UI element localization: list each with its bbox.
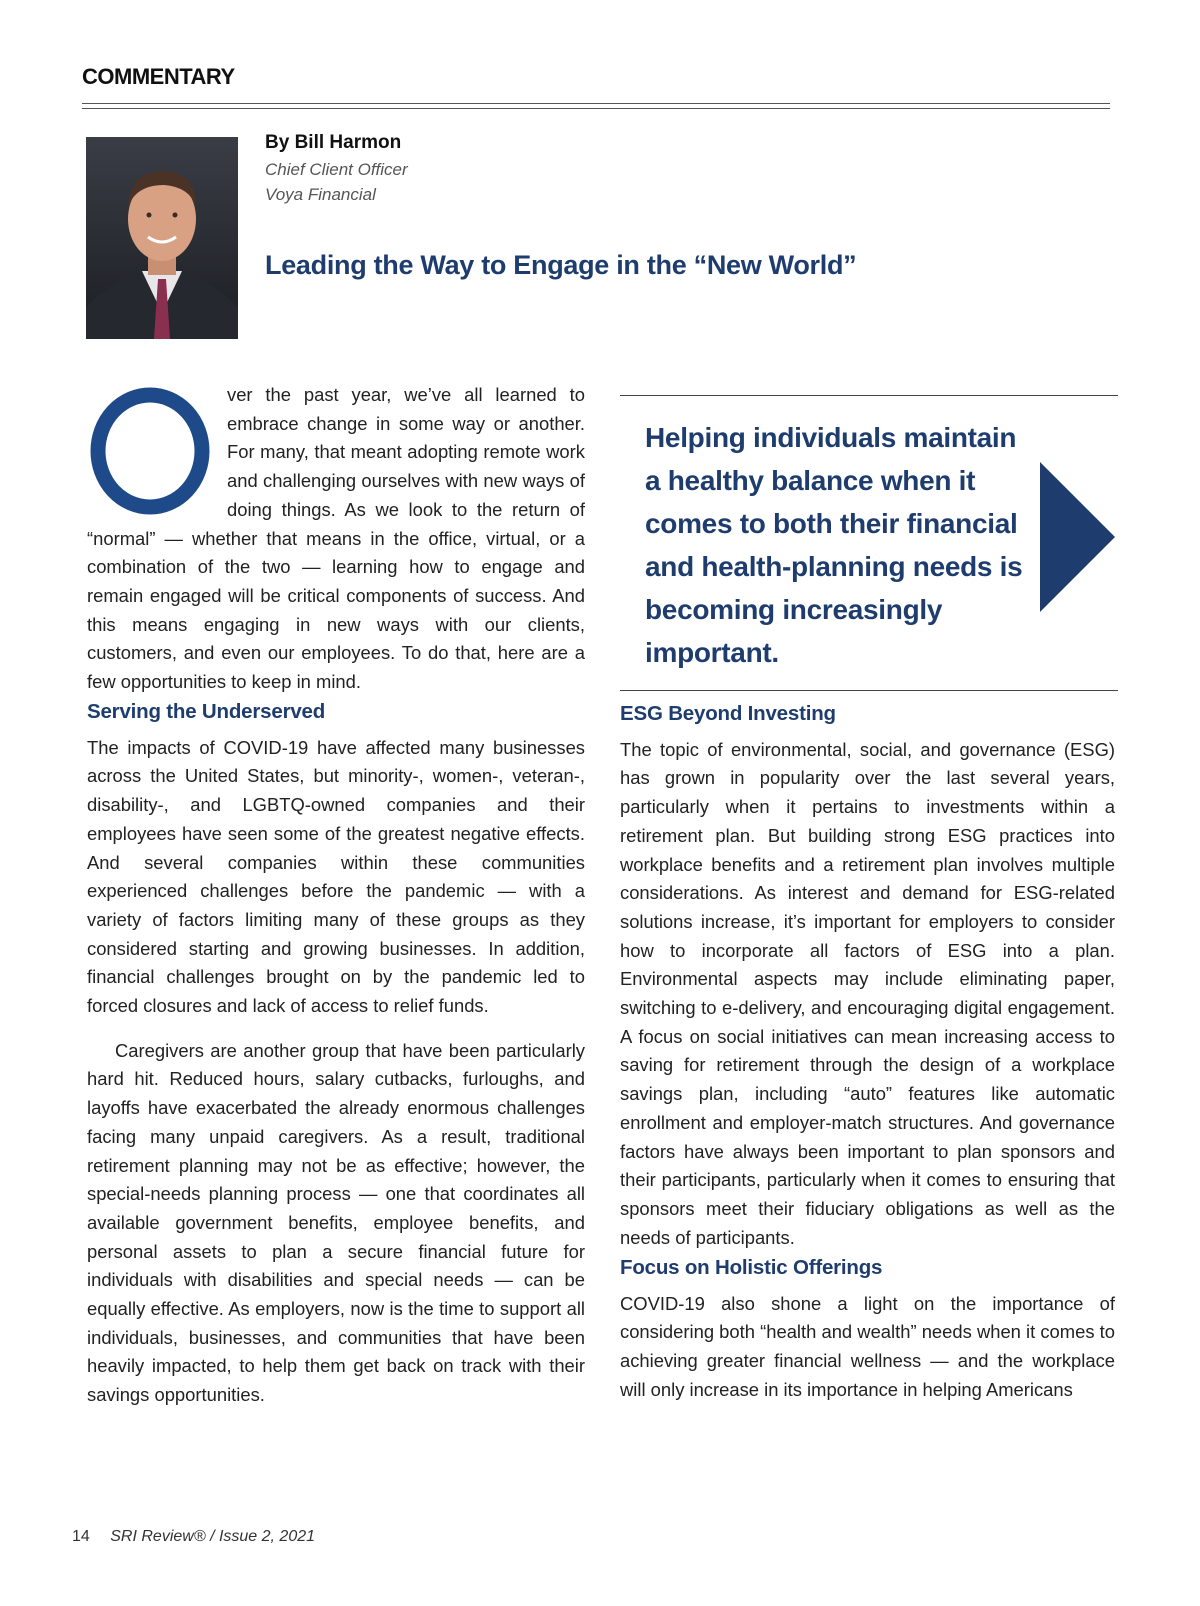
- pull-quote-rule: [620, 395, 1118, 396]
- author-title: Chief Client Officer: [265, 160, 408, 179]
- drop-cap-space: [87, 381, 227, 521]
- triangle-arrow-icon: [1040, 462, 1115, 612]
- pull-quote: Helping individuals maintain a healthy balance when it comes to both their financial and health-planning needs is becoming increasingly important.: [645, 422, 1023, 668]
- section-heading: Focus on Holistic Offerings: [620, 1256, 883, 1279]
- body-paragraph: Caregivers are another group that have been particularly hard hit. Reduced hours, salary cutbacks, furloughs, and layoffs have exacerbated the already enormous challenges facing many unpaid caregivers. As a result, traditional retirement planning may not be as effective; however, the special-needs planning process — one that coordinates all available government benefits, employee benefits, and personal assets to plan a secure financial future for individuals with disabilities and special needs — can be equally effective. As employers, now is the time to support all individuals, businesses, and communities that have been heavily impacted, to help them get back on track with their savings opportunities.: [87, 1039, 585, 1406]
- body-paragraph: COVID-19 also shone a light on the importance of considering both “health and wealth” needs when it comes to achieving greater financial wellness — and the workplace will only increase in its importance in helping Americans: [620, 1292, 1115, 1400]
- section-heading: Serving the Underserved: [87, 700, 326, 723]
- author-byline: By Bill Harmon: [265, 132, 402, 153]
- page-number: 14: [72, 1528, 90, 1545]
- section-label: COMMENTARY: [82, 64, 235, 89]
- page-footer: [72, 1528, 315, 1546]
- author-photo: [86, 137, 238, 339]
- body-paragraph: The topic of environmental, social, and governance (ESG) has grown in popularity over the last several years, particularly when it pertains to investments within a retirement plan. But building strong ESG practices into workplace benefits and a retirement plan involves multiple considerations. As interest and demand for ESG-related solutions increase, it’s important for employers to consider how to incorporate all factors of ESG into a plan. Environmental aspects may include eliminating paper, switching to e-delivery, and encouraging digital engagement. A focus on social initiatives can mean increasing access to saving for retirement through the design of a workplace savings plan, including “auto” features like automatic enrollment and employer-match structures. And governance factors have always been important to plan sponsors and their participants, particularly when it comes to ensuring that sponsors meet their fiduciary obligations as well as the needs of participants.: [620, 738, 1115, 1248]
- header-rule: [82, 103, 1110, 104]
- body-paragraph: The impacts of COVID-19 have affected many businesses across the United States, but minority-, women-, veteran-, disability-, and LGBTQ-owned companies and their employees have seen some of the greatest negative effects. And several companies within these communities experienced challenges before the pandemic — with a variety of factors limiting many of these groups as they considered starting and growing businesses. In addition, financial challenges brought on by the pandemic led to forced closures and lack of access to relief funds.: [87, 736, 585, 1017]
- section-heading: ESG Beyond Investing: [620, 702, 836, 725]
- section-esg: [620, 700, 1115, 1252]
- publication-name: SRI Review® / Issue 2, 2021: [110, 1528, 316, 1545]
- section-serving-underserved: [87, 698, 585, 1410]
- intro-text: ver the past year, we’ve all learned to embrace change in some way or another. For many, that meant adopting remote work and challenging ourselves with new ways of doing things. As we look to the return of “normal” — whether that means in the office, virtual, or a combination of the two — learning how to engage and remain engaged will be critical components of success. And this means engaging in new ways with our clients, customers, and even our employees. To do that, here are a few opportunities to keep in mind.: [87, 384, 585, 693]
- header-rule: [82, 108, 1110, 109]
- article-headline: Leading the Way to Engage in the “New World”: [265, 250, 857, 280]
- drop-cap-letter: O: [88, 385, 89, 386]
- author-company: Voya Financial: [265, 185, 376, 204]
- author-photo-image: [86, 137, 238, 339]
- section-holistic: [620, 1254, 1115, 1405]
- pull-quote-rule: [620, 690, 1118, 691]
- intro-paragraph: [87, 381, 585, 697]
